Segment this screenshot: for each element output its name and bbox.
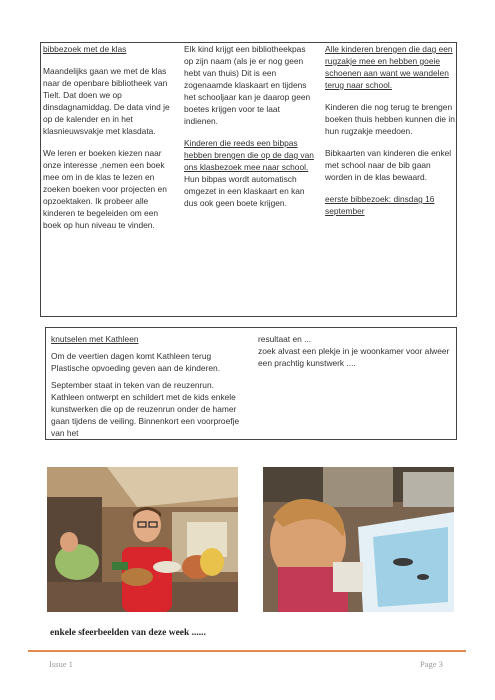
- column-library-card: [184, 43, 314, 219]
- crafts-paragraph: Om de veertien dagen komt Kathleen terug Plastische opvoeding geven aan de kinderen.: [51, 351, 221, 373]
- backpack-paragraph: Kinderen die nog terug te brengen boeken thuis hebben kunnen die in hun rugzakje meedoen.: [325, 102, 455, 136]
- crafts-box: [45, 327, 457, 440]
- classroom-photo-boy: [47, 467, 238, 612]
- crafts-paragraph: zoek alvast een plekje in je woonkamer voor alweer een prachtig kunstwerk ....: [258, 346, 450, 368]
- backpack-paragraph: Alle kinderen brengen die dag een rugzakje mee en hebben goeie schoenen aan want we wandelen terug naar school.: [325, 44, 453, 90]
- column-backpack: [325, 43, 456, 227]
- library-card-paragraph: [184, 137, 314, 209]
- classroom-photo-aquarium-image: [263, 467, 454, 612]
- photo-caption: enkele sfeerbeelden van deze week ......: [50, 628, 206, 638]
- library-card-text: Hun bibpas wordt automatisch omgezet in een klaskaart en kan dus ook geen boete krijgen.: [184, 174, 305, 208]
- library-visit-heading: bibbezoek met de klas: [43, 44, 127, 54]
- crafts-paragraph: September staat in teken van de reuzenrun. Kathleen ontwerpt en schildert met de kids enkele kunstwerken die op de reuzenrun onder de hamer gaan tijdens de veiling. Binnenkort een voorproefje van het: [51, 380, 240, 438]
- issue-label: Issue 1: [49, 659, 73, 669]
- crafts-heading: knutselen met Kathleen: [51, 334, 139, 344]
- classroom-photo-aquarium: [263, 467, 454, 612]
- page-number: Page 3: [420, 659, 443, 669]
- first-visit-date: eerste bibbezoek: dinsdag 16 september: [325, 194, 435, 216]
- crafts-paragraph: resultaat en ...: [258, 334, 312, 344]
- library-visit-paragraph: We leren er boeken kiezen naar onze interesse ,nemen een boek mee om in de klas te lezen en zoeken boeken voor projecten en opzoektaken. Ik probeer alle kinderen te begeleiden om een boek op hun niveau te vinden.: [43, 148, 167, 230]
- classroom-photo-boy-image: [47, 467, 238, 612]
- library-card-underlined-text: Kinderen die reeds een bibpas hebben brengen die op de dag van ons klasbezoek mee naar school.: [184, 138, 314, 172]
- library-visit-paragraph: Maandelijks gaan we met de klas naar de openbare bibliotheek van Tielt. Dat doen we op dinsdagnamiddag. De data vind je op de kalender en in het klasnieuwsvakje met klasdata.: [43, 66, 170, 136]
- crafts-column-left: [51, 333, 246, 444]
- crafts-column-right: [258, 333, 454, 374]
- library-card-paragraph: Elk kind krijgt een bibliotheekpas op zijn naam (als je er nog geen hebt van thuis) Dit is een zogenaamde klaskaart en tijdens het schooljaar kan je daarop geen boetes krijgen voor te laat indienen.: [184, 44, 311, 126]
- footer-rule: [28, 650, 466, 652]
- column-library-visit: [43, 43, 173, 241]
- library-visit-box: [40, 42, 457, 317]
- backpack-paragraph: Bibkaarten van kinderen die enkel met school naar de bib gaan worden in de klas bewaard.: [325, 148, 452, 182]
